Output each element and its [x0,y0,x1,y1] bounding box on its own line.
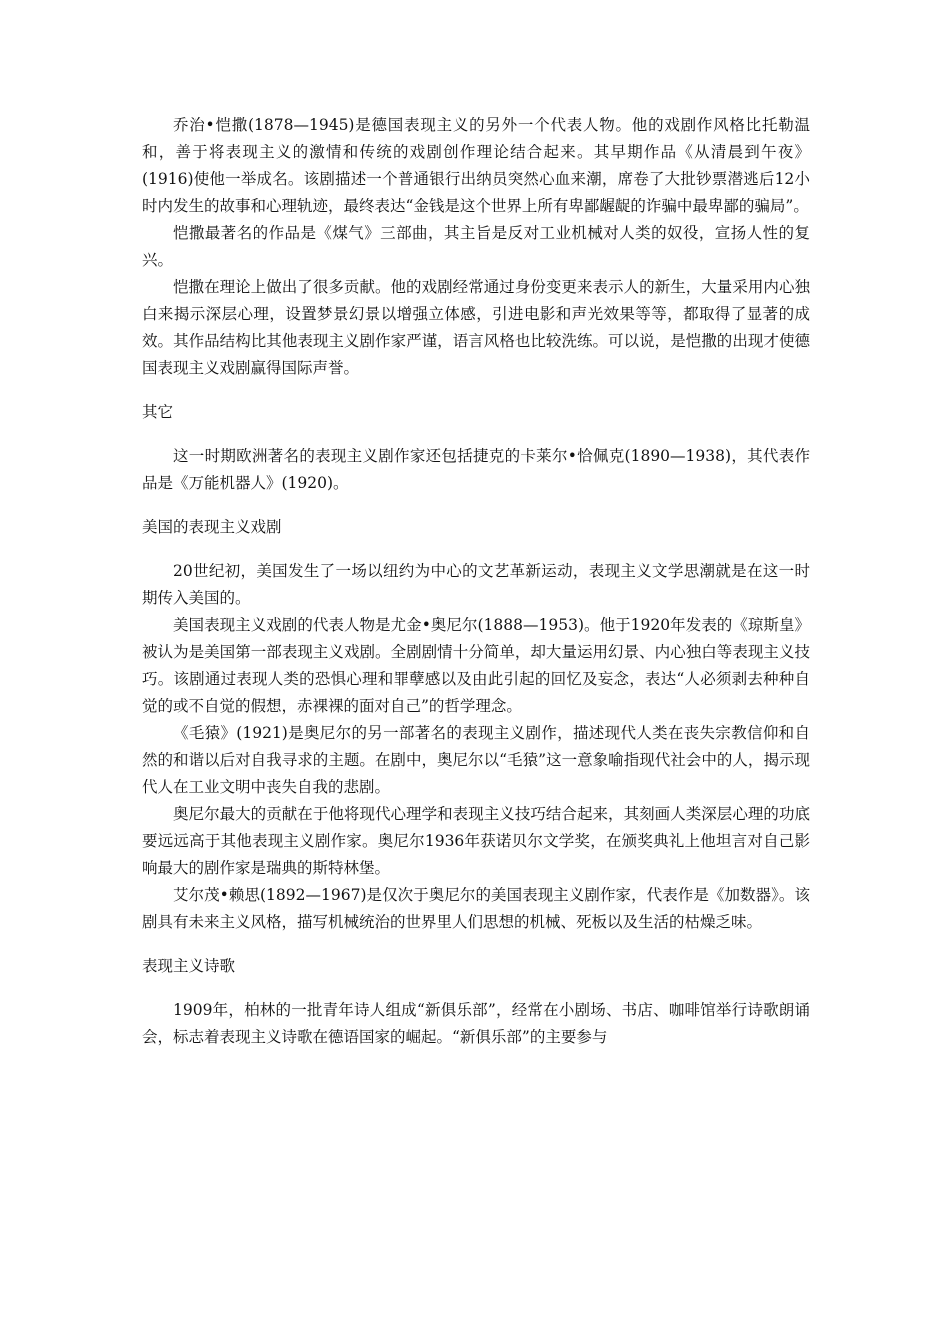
paragraph: 1909年，柏林的一批青年诗人组成“新俱乐部”，经常在小剧场、书店、咖啡馆举行诗歌朗诵会，标志着表现主义诗歌在德语国家的崛起。“新俱乐部”的主要参与 [142,1001,810,1046]
paragraph: 20世纪初，美国发生了一场以纽约为中心的文艺革新运动，表现主义文学思潮就是在这一时期传入美国的。 [142,562,810,607]
paragraph: 《毛猿》(1921)是奥尼尔的另一部著名的表现主义剧作，描述现代人类在丧失宗教信仰和自然的和谐以后对自我寻求的主题。在剧中，奥尼尔以“毛猿”这一意象喻指现代社会中的人，揭示现代人在工业文明中丧失自我的悲剧。 [142,724,810,796]
paragraph: 艾尔茂•赖思(1892—1967)是仅次于奥尼尔的美国表现主义剧作家，代表作是《加数器》。该剧具有未来主义风格，描写机械统治的世界里人们思想的机械、死板以及生活的枯燥乏味。 [142,886,810,931]
document-page [142,112,810,1051]
section-american [142,514,810,936]
paragraph: 乔治•恺撒(1878—1945)是德国表现主义的另外一个代表人物。他的戏剧作风格比托勒温和，善于将表现主义的激情和传统的戏剧创作理论结合起来。其早期作品《从清晨到午夜》(1916)使他一举成名。该剧描述一个普通银行出纳员突然心血来潮，席卷了大批钞票潜逃后12小时内发生的故事和心理轨迹，最终表达“金钱是这个世界上所有卑鄙龌龊的诈骗中最卑鄙的骗局”。 [142,116,810,215]
section-heading: 表现主义诗歌 [142,957,236,975]
paragraph: 恺撒在理论上做出了很多贡献。他的戏剧经常通过身份变更来表示人的新生，大量采用内心独白来揭示深层心理，设置梦景幻景以增强立体感，引进电影和声光效果等等，都取得了显著的成效。其作品结构比其他表现主义剧作家严谨，语言风格也比较洗练。可以说，是恺撒的出现才使德国表现主义戏剧赢得国际声誉。 [142,278,810,377]
paragraph: 奥尼尔最大的贡献在于他将现代心理学和表现主义技巧结合起来，其刻画人类深层心理的功底要远远高于其他表现主义剧作家。奥尼尔1936年获诺贝尔文学奖，在颁奖典礼上他坦言对自己影响最大的剧作家是瑞典的斯特林堡。 [142,805,810,877]
section-heading: 美国的表现主义戏剧 [142,518,282,536]
paragraph: 这一时期欧洲著名的表现主义剧作家还包括捷克的卡莱尔•恰佩克(1890—1938)，其代表作品是《万能机器人》(1920)。 [142,447,810,492]
section-poetry [142,953,810,1051]
section-heading: 其它 [142,403,174,421]
paragraph: 美国表现主义戏剧的代表人物是尤金•奥尼尔(1888—1953)。他于1920年发表的《琼斯皇》被认为是美国第一部表现主义戏剧。全剧剧情十分简单，却大量运用幻景、内心独白等表现主义技巧。该剧通过表现人类的恐惧心理和罪孽感以及由此引起的回忆及妄念，表达“人必须剥去种种自觉的或不自觉的假想，赤裸裸的面对自己”的哲学理念。 [142,616,810,715]
paragraph: 恺撒最著名的作品是《煤气》三部曲，其主旨是反对工业机械对人类的奴役，宣扬人性的复兴。 [142,224,810,269]
section-kaiser [142,112,810,382]
section-other [142,399,810,497]
